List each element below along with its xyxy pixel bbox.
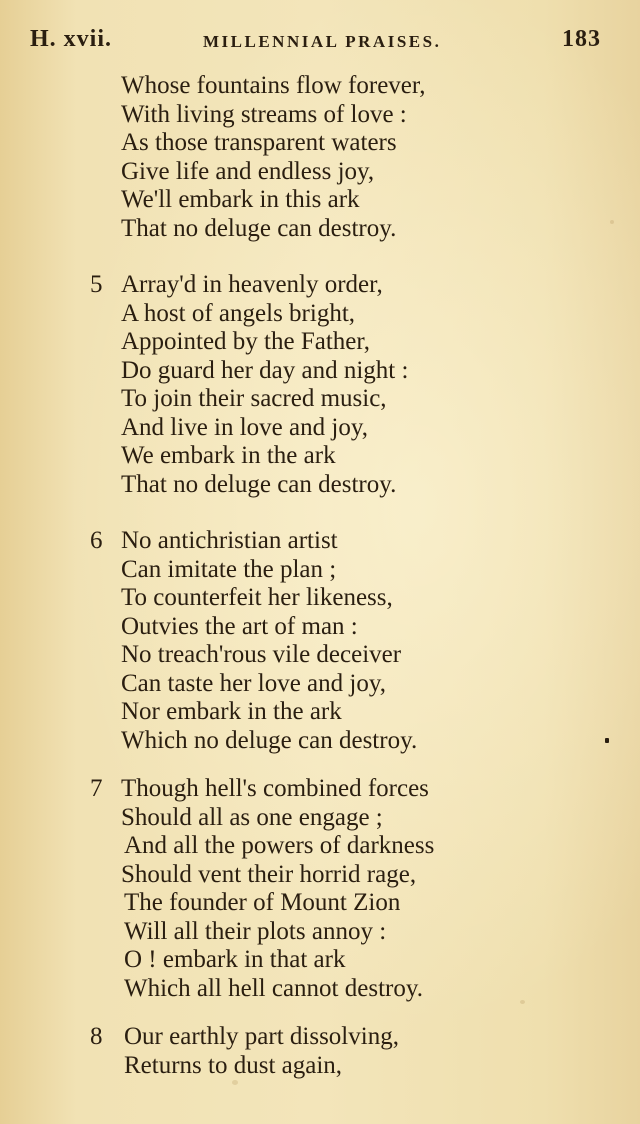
verse-line: With living streams of love : xyxy=(121,100,407,128)
verse-line: Whose fountains flow forever, xyxy=(121,72,426,99)
stanza xyxy=(0,1023,640,1080)
verse-line: We embark in the ark xyxy=(121,442,336,469)
stanza xyxy=(0,271,640,499)
hymn-reference: H. xvii. xyxy=(30,26,113,52)
stanza-number: 8 xyxy=(90,1023,103,1050)
stanza xyxy=(0,527,640,755)
verse-line: Should vent their horrid rage, xyxy=(121,860,417,888)
verse-line: As those transparent waters xyxy=(121,129,397,156)
paper-stain xyxy=(232,1080,238,1085)
verse-line: No antichristian artist xyxy=(121,527,338,554)
verse-line: To counterfeit her likeness, xyxy=(121,584,393,611)
verse-line: To join their sacred music, xyxy=(121,385,387,412)
verse-line: And all the powers of darkness xyxy=(124,832,435,859)
stanza-number: 5 xyxy=(90,271,103,298)
verse-line: O ! embark in that ark xyxy=(124,946,346,973)
verse-line: Should all as one engage ; xyxy=(121,803,383,831)
verse-line: Outvies the art of man : xyxy=(121,612,358,640)
verse-line: Can imitate the plan ; xyxy=(121,555,337,583)
verse-line: No treach'rous vile deceiver xyxy=(121,641,402,668)
verse-line: That no deluge can destroy. xyxy=(121,214,397,242)
stanza xyxy=(0,72,640,243)
book-title: MILLENNIAL PRAISES. xyxy=(203,32,442,51)
running-header xyxy=(0,26,640,60)
verse-line: Our earthly part dissolving, xyxy=(124,1023,399,1050)
stanza xyxy=(0,775,640,1003)
verse-line: Will all their plots annoy : xyxy=(124,917,387,945)
verse-line: A host of angels bright, xyxy=(121,299,356,327)
hymn-text xyxy=(0,72,640,1080)
stanza-number: 6 xyxy=(90,527,103,554)
verse-line: Appointed by the Father, xyxy=(121,328,370,355)
verse-line: That no deluge can destroy. xyxy=(121,470,397,498)
verse-line: We'll embark in this ark xyxy=(121,186,360,213)
verse-line: The founder of Mount Zion xyxy=(124,889,401,916)
stanza-number: 7 xyxy=(90,775,103,802)
verse-line: Which all hell cannot destroy. xyxy=(124,974,423,1002)
verse-line: Do guard her day and night : xyxy=(121,356,409,384)
page-number: 183 xyxy=(562,26,601,52)
verse-line: Though hell's combined forces xyxy=(121,775,429,802)
verse-line: Which no deluge can destroy. xyxy=(121,726,418,754)
verse-line: Array'd in heavenly order, xyxy=(121,271,383,298)
verse-line: Nor embark in the ark xyxy=(121,698,342,725)
verse-line: Can taste her love and joy, xyxy=(121,669,386,697)
verse-line: Returns to dust again, xyxy=(124,1051,343,1079)
verse-line: Give life and endless joy, xyxy=(121,157,375,185)
verse-line: And live in love and joy, xyxy=(121,413,368,441)
